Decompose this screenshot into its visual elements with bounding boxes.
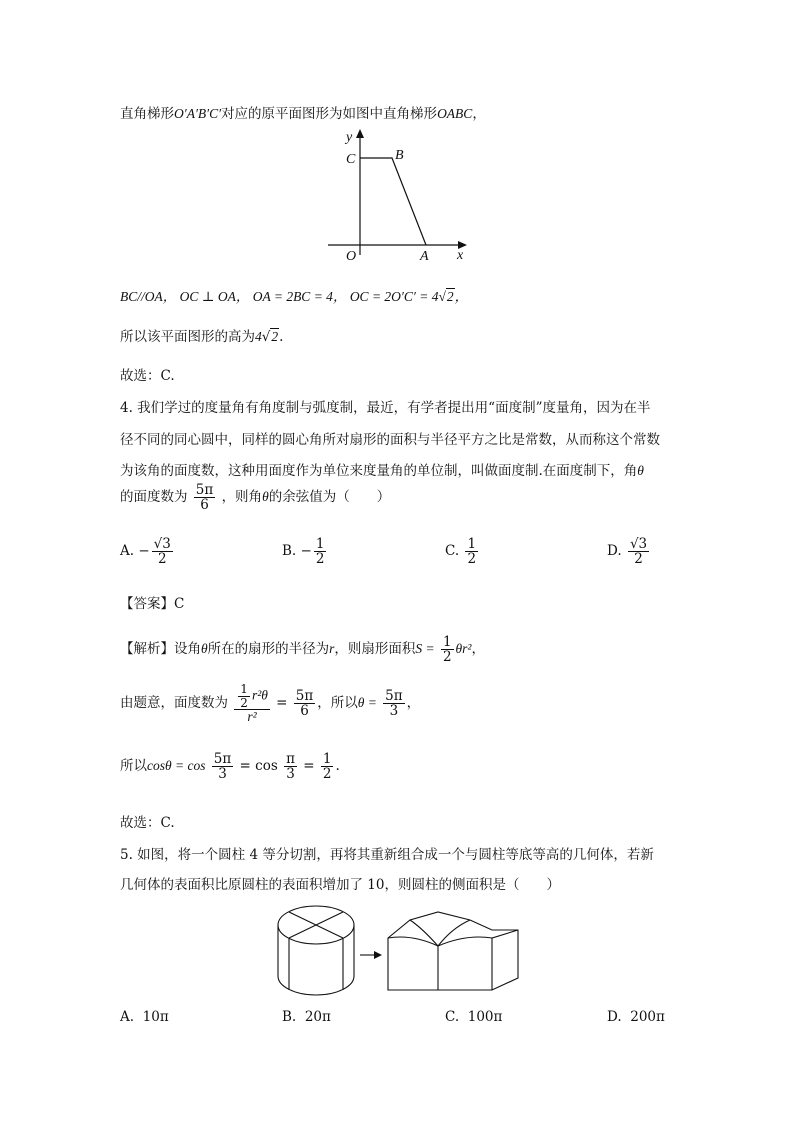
- y-axis-arrow: [356, 129, 364, 138]
- q4-line1: 4. 我们学过的度量角有角度制与弧度制，最近，有学者提出用“面度制”度量角，因为在半: [120, 400, 651, 416]
- sep: ，: [162, 289, 177, 304]
- intro-text: ，: [472, 106, 486, 122]
- fraction-5pi-6: [294, 689, 315, 718]
- r2theta: r²θ: [251, 687, 268, 703]
- text: ，: [471, 641, 485, 658]
- cylinder-figure: [272, 900, 524, 1000]
- relation: OC ⊥ OA: [179, 289, 236, 304]
- x-label: x: [457, 248, 464, 263]
- q4-answer: 【答案】C: [120, 596, 185, 612]
- num: 1: [240, 682, 248, 696]
- q4-choose: 故选：C.: [120, 815, 175, 831]
- option-letter: D.: [607, 1009, 622, 1025]
- option-sign: −: [138, 543, 150, 560]
- num: 5π: [213, 751, 232, 767]
- option-letter: C.: [445, 1009, 460, 1025]
- coef: 4: [255, 329, 262, 344]
- y-label: y: [346, 130, 353, 145]
- relation: OC = 2O′C′ = 4: [349, 289, 439, 304]
- option-value: 200π: [630, 1009, 665, 1025]
- fraction-5pi-3: [383, 689, 404, 718]
- option-value: 20π: [304, 1009, 331, 1025]
- option-fraction: [465, 537, 478, 566]
- q5-option-c[interactable]: [445, 1009, 502, 1025]
- text: 为该角的面度数，这种用面度作为单位来度量角的单位制，叫做面度制.在面度制下，角: [120, 463, 638, 479]
- text: .: [335, 758, 340, 775]
- den: 2: [315, 551, 325, 568]
- new-solid-outline: [388, 912, 518, 990]
- den: 2: [442, 649, 452, 666]
- theta: θ: [637, 463, 644, 478]
- analysis-line1: [120, 635, 485, 664]
- num: √3: [629, 536, 648, 552]
- den: r²: [247, 709, 257, 725]
- num: 1: [315, 536, 325, 552]
- den: 6: [200, 497, 209, 514]
- text: 所在的扇形的半径为: [207, 641, 330, 658]
- q5-option-d[interactable]: [607, 1009, 665, 1025]
- fraction-5pi-3: [212, 752, 233, 781]
- text: 的余弦值为（ ）: [268, 489, 391, 506]
- q5-line2: 几何体的表面积比原圆柱的表面积增加了 10，则圆柱的侧面积是（ ）: [120, 877, 560, 893]
- text: 由题意，面度数为: [120, 695, 228, 712]
- trapezoid-label: OABC: [437, 106, 473, 121]
- den: 3: [286, 766, 295, 783]
- theta-r2: θr²: [455, 641, 472, 657]
- q4-line4: [120, 483, 390, 512]
- trapezoid-prime-label: O′A′B′C′: [174, 106, 222, 121]
- option-letter: D.: [607, 543, 622, 560]
- cos: = cos: [239, 758, 278, 775]
- trapezoid-figure: [320, 125, 470, 265]
- den: 2: [634, 551, 643, 568]
- a-label: A: [420, 249, 429, 264]
- fraction-5pi-6: [194, 483, 215, 512]
- option-letter: A.: [120, 1009, 135, 1025]
- q5-option-a[interactable]: [120, 1009, 169, 1025]
- num: 5π: [385, 688, 403, 704]
- den: 6: [300, 703, 309, 720]
- den: 3: [389, 703, 399, 720]
- fraction-1-2: [321, 752, 334, 781]
- text: 所以该平面图形的高为: [120, 329, 255, 345]
- option-sign: −: [300, 543, 312, 560]
- text: ，: [406, 695, 421, 712]
- analysis-line3: [120, 752, 340, 781]
- den: 2: [467, 551, 477, 568]
- new-solid-top-curve: [388, 930, 518, 946]
- analysis-tag: 【解析】: [120, 641, 174, 658]
- theta: θ: [201, 641, 208, 657]
- num: 1: [442, 634, 452, 650]
- sep: ，: [235, 289, 250, 304]
- den: 2: [157, 551, 167, 568]
- den: 2: [322, 766, 332, 783]
- fraction-pi-3: [284, 752, 297, 781]
- intro-text: 对应的原平面图形为如图中直角梯形: [221, 106, 438, 122]
- option-letter: B.: [282, 1009, 297, 1025]
- num: π: [286, 751, 295, 767]
- option-letter: A.: [120, 543, 135, 560]
- o-label: O: [346, 249, 357, 264]
- option-b[interactable]: [282, 537, 328, 566]
- b-label: B: [395, 148, 404, 163]
- s-eq: S =: [415, 641, 435, 657]
- radicand: 2: [271, 329, 279, 344]
- eq: =: [303, 758, 315, 775]
- inner-half: [238, 683, 250, 709]
- option-value: 100π: [467, 1009, 503, 1025]
- intro-text: 直角梯形: [120, 106, 174, 122]
- option-letter: B.: [282, 543, 297, 560]
- theta: θ: [262, 489, 269, 505]
- relation: OA = 2BC = 4: [252, 289, 333, 304]
- text: 设角: [174, 641, 201, 658]
- theta-eq: θ =: [357, 695, 377, 711]
- text: ，则扇形面积: [334, 641, 416, 658]
- den: 3: [218, 766, 227, 783]
- c-label: C: [346, 152, 356, 167]
- intro-line: [120, 102, 486, 122]
- text: .: [279, 329, 284, 345]
- half-fraction: [441, 635, 454, 664]
- text: 的面度数为: [120, 489, 188, 506]
- eq: =: [276, 695, 288, 712]
- option-fraction: [628, 537, 649, 566]
- q4-line3: [120, 459, 644, 479]
- text: ，所以: [317, 695, 358, 712]
- num: √3: [153, 536, 171, 552]
- sep: ，: [332, 289, 347, 304]
- text: 所以: [120, 758, 147, 775]
- option-fraction: [152, 537, 173, 566]
- cos-theta: cosθ = cos: [147, 758, 206, 774]
- relations-line: BC//OA， OC ⊥ OA， OA = 2BC = 4， OC = 2O′C′ = 4√2，: [120, 289, 469, 304]
- num: 5π: [295, 688, 314, 704]
- new-solid-inner-curve: [410, 920, 470, 946]
- q5-option-b[interactable]: [282, 1009, 331, 1025]
- option-value: 10π: [142, 1009, 169, 1025]
- text: ，则角: [221, 489, 263, 506]
- q3-choose: 故选：C.: [120, 368, 175, 384]
- relation: BC//OA: [120, 289, 163, 304]
- big-num: [234, 683, 270, 710]
- radicand: 2: [446, 289, 454, 304]
- num: 1: [467, 536, 477, 552]
- option-d[interactable]: [607, 537, 651, 566]
- big-fraction: [234, 683, 270, 724]
- num: 5π: [195, 482, 214, 498]
- num: 1: [322, 751, 332, 767]
- height-line: 所以该平面图形的高为4√2.: [120, 329, 284, 345]
- sep: ，: [454, 289, 469, 304]
- option-fraction: [314, 537, 327, 566]
- option-a[interactable]: [120, 537, 175, 566]
- den: 2: [240, 695, 248, 710]
- analysis-line2: [120, 683, 420, 724]
- trapezoid-edges: [360, 158, 426, 245]
- option-letter: C.: [445, 543, 460, 560]
- arrow-icon: [374, 951, 382, 959]
- option-c[interactable]: [445, 537, 480, 566]
- q5-line1: 5. 如图，将一个圆柱 4 等分切割，再将其重新组合成一个与圆柱等底等高的几何体，若新: [120, 847, 654, 863]
- q4-line2: 径不同的同心圆中，同样的圆心角所对扇形的面积与半径平方之比是常数，从而称这个常数: [120, 432, 660, 448]
- r: r: [329, 641, 335, 657]
